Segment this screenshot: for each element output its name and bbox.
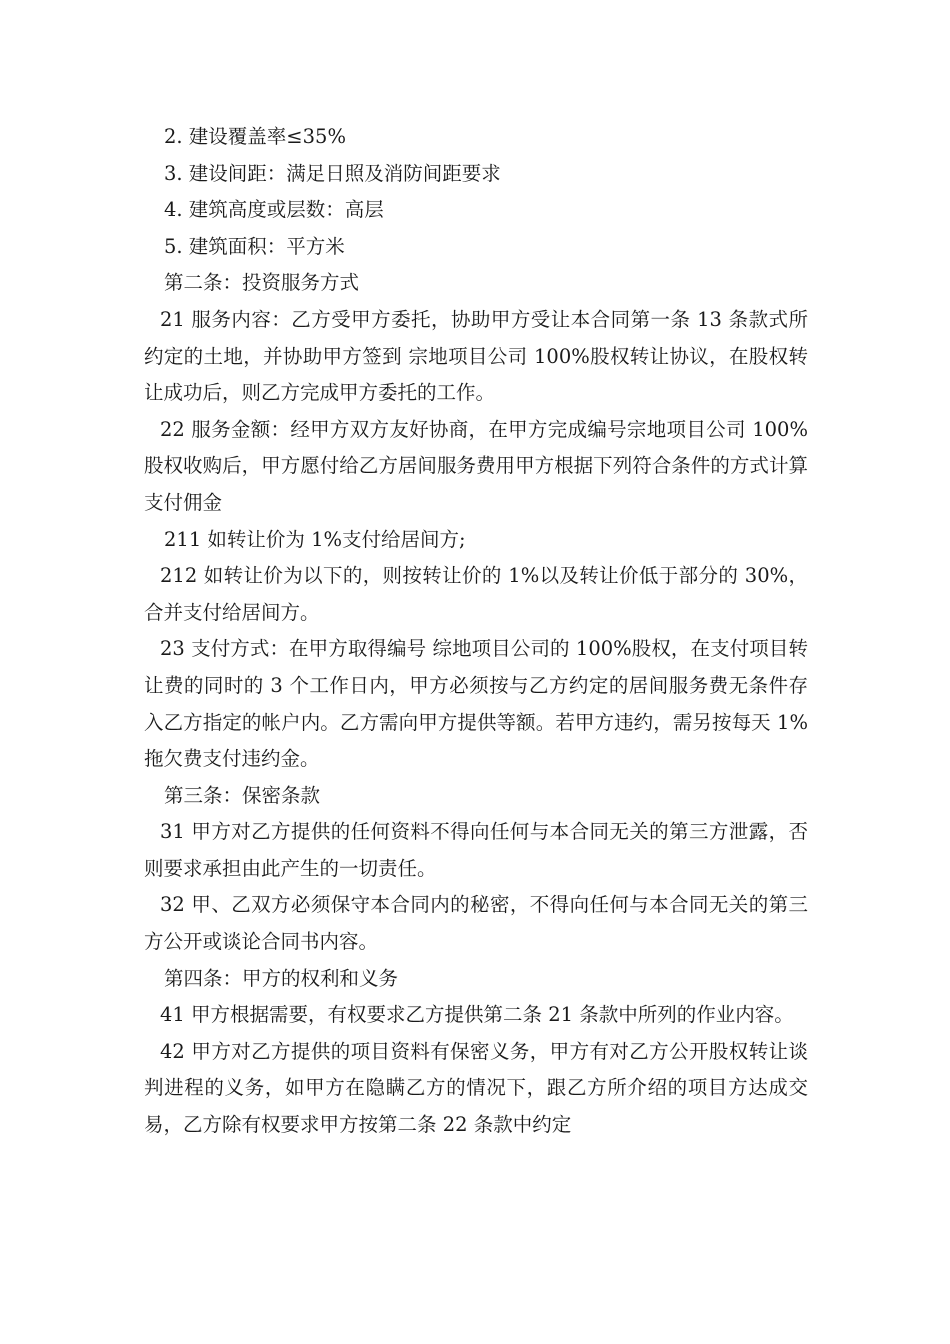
paragraph-clause-41: 41 甲方根据需要，有权要求乙方提供第二条 21 条款中所列的作业内容。 bbox=[160, 1003, 794, 1027]
paragraph-clause-42: 42 甲方对乙方提供的项目资料有保密义务，甲方有对乙方公开股权转让谈判进程的义务，如甲方在隐瞒乙方的情况下，跟乙方所介绍的项目方达成交易，乙方除有权要求甲方按第二条 22 条款中约定 bbox=[144, 1039, 808, 1137]
paragraph-clause-21: 21 服务内容：乙方受甲方委托，协助甲方受让本合同第一条 13 条款式所约定的土地，并协助甲方签到 宗地项目公司 100%股权转让协议，在股权转让成功后，则乙方完成甲方委托的工作。 bbox=[144, 307, 808, 405]
paragraph-coverage-rate: 2. 建设覆盖率≤35% bbox=[164, 125, 346, 148]
paragraph-clause-32: 32 甲、乙双方必须保守本合同内的秘密，不得向任何与本合同无关的第三方公开或谈论合同书内容。 bbox=[144, 893, 808, 954]
heading-article-3: 第三条：保密条款 bbox=[164, 783, 321, 807]
paragraph-building-area: 5. 建筑面积：平方米 bbox=[164, 234, 345, 258]
paragraph-building-spacing: 3. 建设间距：满足日照及消防间距要求 bbox=[164, 161, 501, 185]
paragraph-clause-212: 212 如转让价为以下的，则按转让价的 1%以及转让价低于部分的 30%，合并支付给居间方。 bbox=[144, 564, 808, 624]
heading-article-4: 第四条：甲方的权利和义务 bbox=[164, 966, 399, 990]
paragraph-clause-22: 22 服务金额：经甲方双方友好协商，在甲方完成编号宗地项目公司 100%股权收购后，甲方愿付给乙方居间服务费用甲方根据下列符合条件的方式计算支付佣金 bbox=[144, 417, 808, 514]
paragraph-clause-23: 23 支付方式：在甲方取得编号 综地项目公司的 100%股权，在支付项目转让费的同时的 3 个工作日内，甲方必须按与乙方约定的居间服务费无条件存入乙方指定的帐户内。乙方需向甲方提供等额。若甲方违约，需另按每天 1%拖欠费支付违约金。 bbox=[144, 637, 808, 771]
heading-article-2: 第二条：投资服务方式 bbox=[164, 271, 360, 295]
paragraph-building-height: 4. 建筑高度或层数：高层 bbox=[164, 198, 384, 222]
paragraph-clause-211: 211 如转让价为 1%支付给居间方; bbox=[164, 527, 466, 551]
paragraph-clause-31: 31 甲方对乙方提供的任何资料不得向任何与本合同无关的第三方泄露，否则要求承担由此产生的一切责任。 bbox=[144, 820, 808, 880]
